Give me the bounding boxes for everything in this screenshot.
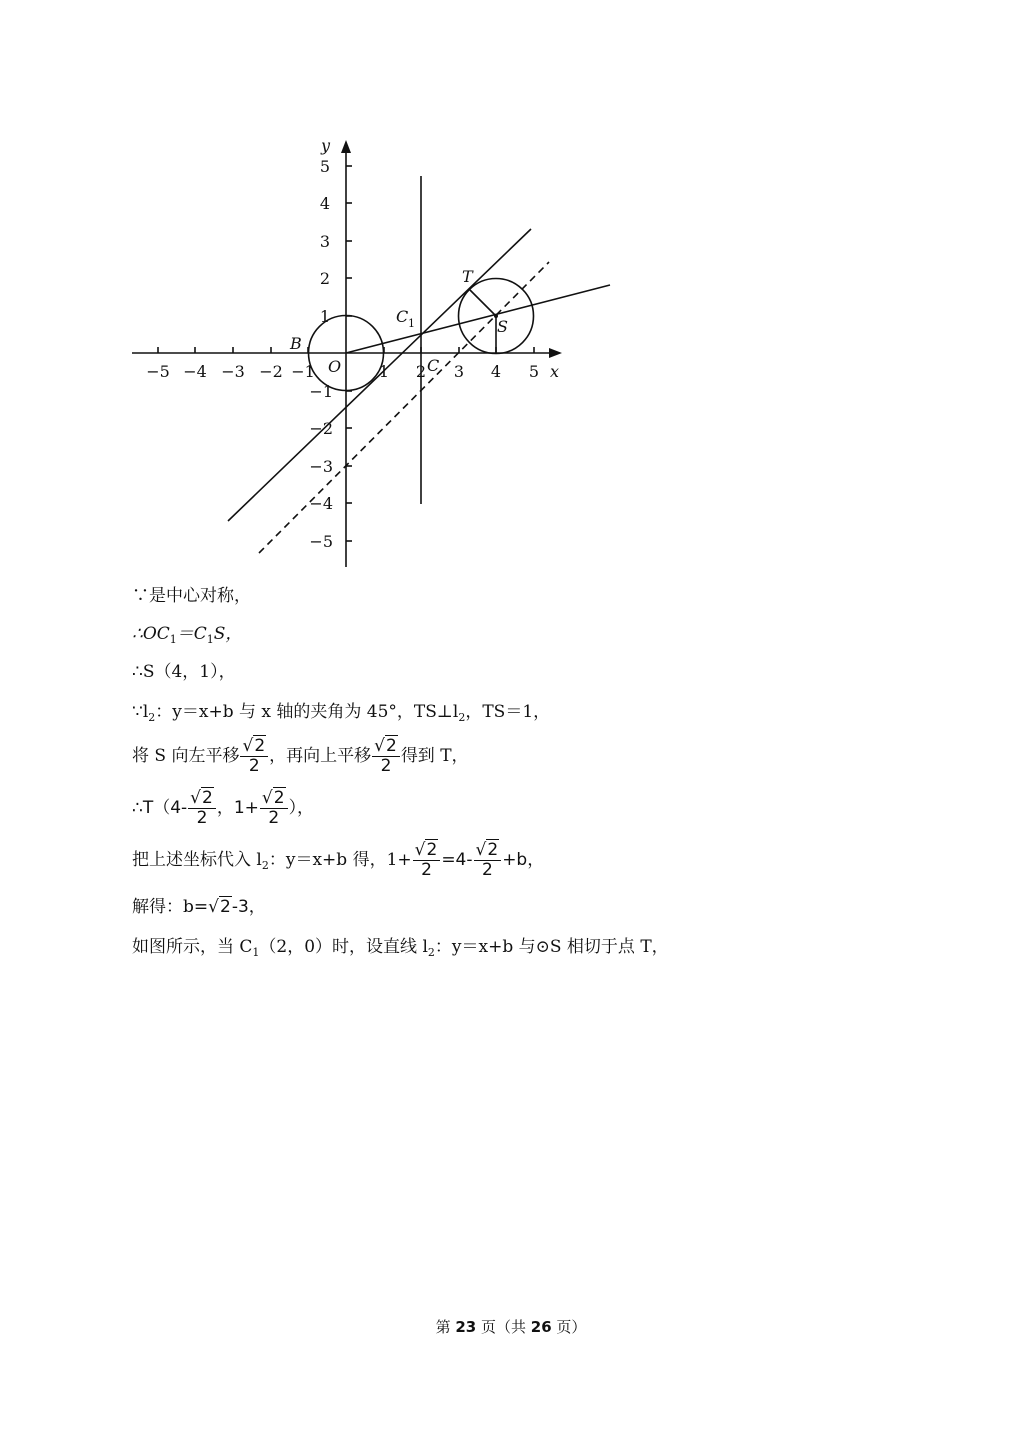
footer-mid: 页（共 xyxy=(476,1318,531,1336)
text: ，TS＝1， xyxy=(465,702,551,722)
text: （2，0）时，设直线 l xyxy=(259,937,428,957)
x-axis-arrow-icon xyxy=(549,348,562,358)
point-label-c1: C xyxy=(396,307,409,326)
point-label-s: S xyxy=(497,317,508,336)
sqrt-2: √2 xyxy=(208,897,231,917)
y-tick-label: 3 xyxy=(319,232,330,251)
solution-line-9 xyxy=(132,936,669,964)
footer-total-pages: 26 xyxy=(530,1318,552,1336)
coordinate-figure xyxy=(0,0,1022,600)
denominator: 2 xyxy=(268,807,280,828)
y-tick-label: 2 xyxy=(319,269,330,288)
x-axis-label: x xyxy=(550,362,560,381)
text: ：y＝x+b 得，1+ xyxy=(268,850,412,870)
subscript: 1 xyxy=(252,946,260,959)
denominator: 2 xyxy=(196,807,208,828)
text: ，1+ xyxy=(216,798,259,818)
sqrt-arg: 2 xyxy=(273,787,285,808)
y-tick-label: 1 xyxy=(319,307,330,326)
subscript: 2 xyxy=(261,859,269,872)
text: +b， xyxy=(502,850,545,870)
sqrt-arg: 2 xyxy=(385,736,397,756)
footer-suffix: 页） xyxy=(551,1318,587,1336)
text: ：y＝x+b 与 x 轴的夹角为 45°，TS⊥l xyxy=(155,702,459,722)
denominator: 2 xyxy=(421,860,432,880)
text: ∵l xyxy=(132,702,149,722)
denominator: 2 xyxy=(481,860,493,880)
footer-prefix: 第 xyxy=(435,1318,456,1336)
text: ）， xyxy=(288,798,315,818)
point-label-c1-sub: 1 xyxy=(408,317,415,330)
solution-line-2 xyxy=(132,623,242,651)
text: ∴OC xyxy=(132,624,170,644)
point-label-b: B xyxy=(290,334,302,353)
text: =4- xyxy=(441,850,473,870)
sqrt-arg: 2 xyxy=(426,840,438,860)
solution-line-5 xyxy=(132,734,469,778)
text: 把上述坐标代入 l xyxy=(132,850,262,870)
text: 将 S 向左平移 xyxy=(132,746,240,766)
footer-page-number: 23 xyxy=(455,1318,477,1336)
subscript: 1 xyxy=(206,633,214,646)
point-label-c: C xyxy=(427,356,440,375)
denominator: 2 xyxy=(248,756,260,776)
text: ∵是中心对称， xyxy=(132,586,251,606)
y-axis-arrow-icon xyxy=(341,140,351,153)
denominator: 2 xyxy=(380,756,392,776)
y-tick-label: −2 xyxy=(309,419,333,438)
subscript: 1 xyxy=(169,633,177,646)
x-tick-label: 5 xyxy=(528,362,540,381)
solution-line-6 xyxy=(132,786,314,830)
solution-line-7 xyxy=(132,838,544,888)
x-tick-label: −1 xyxy=(291,362,315,381)
x-tick-label: 1 xyxy=(378,362,390,381)
y-tick-label: 5 xyxy=(319,157,330,176)
solution-line-3 xyxy=(132,661,236,683)
y-tick-label: −4 xyxy=(309,494,333,513)
text: ∴S（4，1）， xyxy=(132,662,236,682)
y-tick-label: −1 xyxy=(309,382,333,401)
sqrt-arg: 2 xyxy=(254,736,266,756)
x-tick-label: −3 xyxy=(221,362,245,381)
text: ＝C xyxy=(176,624,207,644)
point-label-o: O xyxy=(328,357,342,376)
y-tick-label: −3 xyxy=(309,457,333,476)
sqrt-arg: 2 xyxy=(202,787,213,808)
fraction-sqrt2-over-2: $\frac{√2}{2}$ xyxy=(474,841,502,880)
radius-st xyxy=(470,290,496,316)
y-axis-label: y xyxy=(321,136,331,155)
fraction-sqrt2-over-2: $\frac{√2}{2}$ xyxy=(188,789,216,828)
x-tick-label: −5 xyxy=(146,362,170,381)
subscript: 2 xyxy=(458,711,466,724)
subscript: 2 xyxy=(148,711,156,724)
text: 解得：b= xyxy=(132,897,209,917)
sqrt-arg: 2 xyxy=(487,840,499,860)
text: ，再向上平移 xyxy=(269,746,372,766)
solution-line-1 xyxy=(132,585,251,607)
y-tick-label: 4 xyxy=(319,194,330,213)
x-tick-label: −2 xyxy=(259,362,283,381)
x-tick-label: 4 xyxy=(490,362,502,381)
text: ∴T（4- xyxy=(132,798,188,818)
x-tick-label: 2 xyxy=(415,362,427,381)
solution-line-8 xyxy=(132,896,266,918)
x-tick-label: −4 xyxy=(183,362,207,381)
point-label-t: T xyxy=(462,267,473,286)
fraction-sqrt2-over-2: $\frac{√2}{2}$ xyxy=(240,737,268,776)
fraction-sqrt2-over-2: $\frac{√2}{2}$ xyxy=(413,841,441,880)
text: 得到 T， xyxy=(400,746,469,766)
fraction-sqrt2-over-2: $\frac{√2}{2}$ xyxy=(372,737,400,776)
page-footer xyxy=(0,1316,1022,1337)
y-tick-label: −5 xyxy=(309,532,333,551)
solution-line-4 xyxy=(132,701,550,729)
dashed-line-l2 xyxy=(259,262,549,553)
sqrt-arg: 2 xyxy=(219,897,231,917)
text: S， xyxy=(213,624,243,644)
text: 如图所示，当 C xyxy=(132,937,253,957)
subscript: 2 xyxy=(427,946,435,959)
x-tick-label: 3 xyxy=(453,362,465,381)
text: -3， xyxy=(231,897,266,917)
fraction-sqrt2-over-2: $\frac{√2}{2}$ xyxy=(260,789,288,828)
text: ：y＝x+b 与⊙S 相切于点 T， xyxy=(434,937,669,957)
line-os xyxy=(346,285,610,353)
